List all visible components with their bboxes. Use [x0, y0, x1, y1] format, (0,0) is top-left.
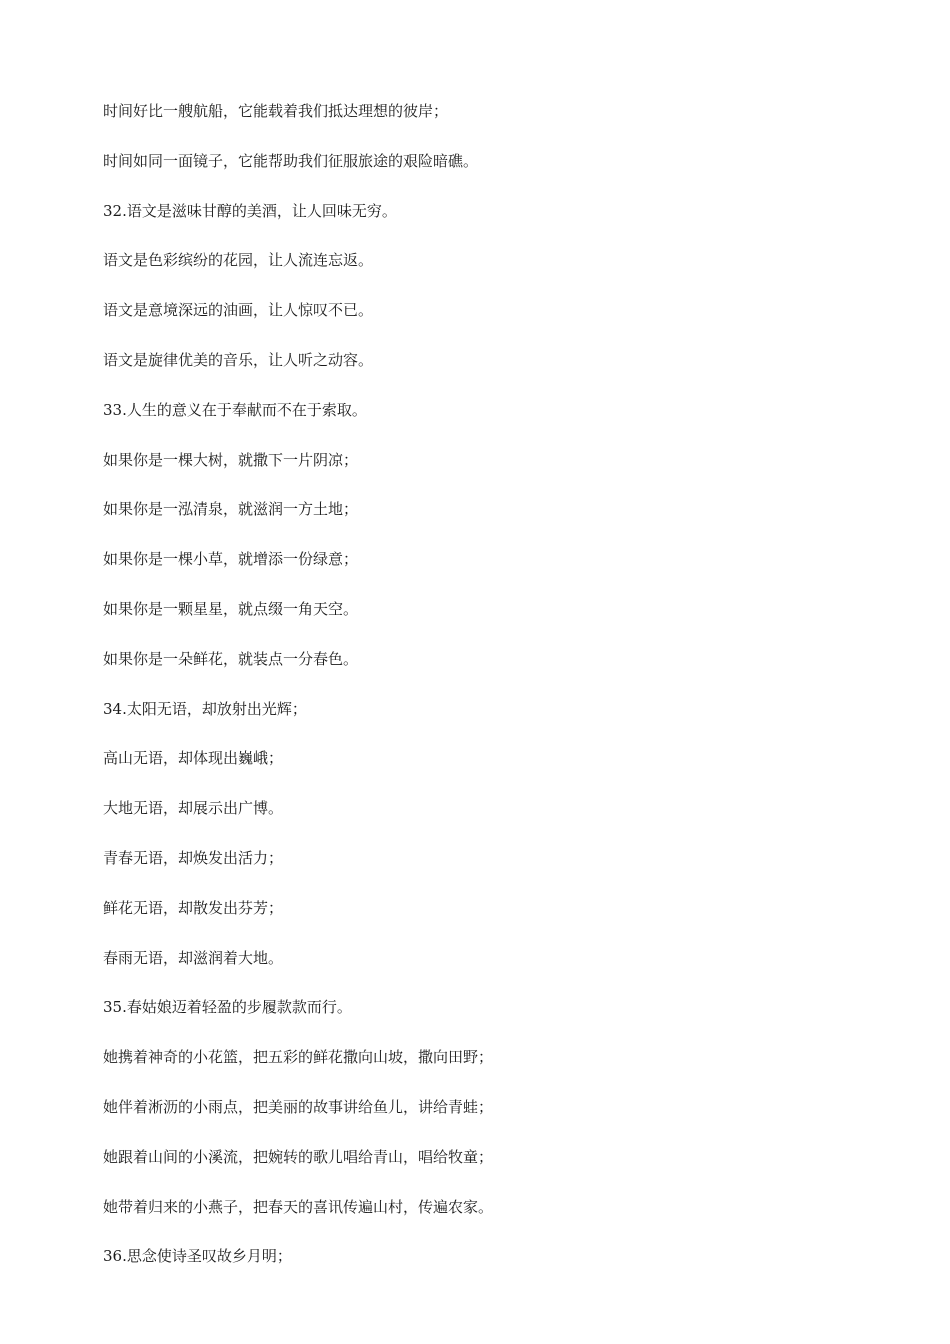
- text-line: 如果你是一颗星星，就点缀一角天空。: [103, 599, 359, 618]
- text-line: 春雨无语，却滋润着大地。: [103, 948, 284, 967]
- text-line: 如果你是一朵鲜花，就装点一分春色。: [103, 649, 359, 668]
- text-line: 高山无语，却体现出巍峨；: [103, 749, 284, 768]
- section-35-heading: 35.春姑娘迈着轻盈的步履款款而行。: [103, 998, 352, 1017]
- section-33-heading: 33.人生的意义在于奉献而不在于索取。: [103, 400, 367, 419]
- text-line: 如果你是一泓清泉，就滋润一方土地；: [103, 500, 359, 519]
- text-line: 语文是意境深远的油画，让人惊叹不已。: [103, 301, 374, 320]
- section-36-heading: 36.思念使诗圣叹故乡月明；: [103, 1247, 292, 1266]
- text-line: 大地无语，却展示出广博。: [103, 799, 284, 818]
- text-line: 她携着神奇的小花篮，把五彩的鲜花撒向山坡，撒向田野；: [103, 1048, 494, 1067]
- text-line: 青春无语，却焕发出活力；: [103, 848, 284, 867]
- document-body: [103, 99, 883, 1294]
- text-line: 她带着归来的小燕子，把春天的喜讯传遍山村，传遍农家。: [103, 1197, 494, 1216]
- text-line: 她伴着淅沥的小雨点，把美丽的故事讲给鱼儿，讲给青蛙；: [103, 1097, 494, 1116]
- text-line: 时间如同一面镜子，它能帮助我们征服旅途的艰险暗礁。: [103, 151, 479, 170]
- text-line: 语文是色彩缤纷的花园，让人流连忘返。: [103, 251, 374, 270]
- text-line: 她跟着山间的小溪流，把婉转的歌儿唱给青山，唱给牧童；: [103, 1147, 494, 1166]
- section-34-heading: 34.太阳无语，却放射出光辉；: [103, 699, 307, 718]
- text-line: 语文是旋律优美的音乐，让人听之动容。: [103, 350, 374, 369]
- section-32-heading: 32.语文是滋味甘醇的美酒，让人回味无穷。: [103, 201, 397, 220]
- text-line: 如果你是一棵大树，就撒下一片阴凉；: [103, 450, 359, 469]
- text-line: 时间好比一艘航船，它能载着我们抵达理想的彼岸；: [103, 102, 449, 120]
- text-line: 鲜花无语，却散发出芬芳；: [103, 898, 284, 917]
- text-line: 如果你是一棵小草，就增添一份绿意；: [103, 550, 359, 569]
